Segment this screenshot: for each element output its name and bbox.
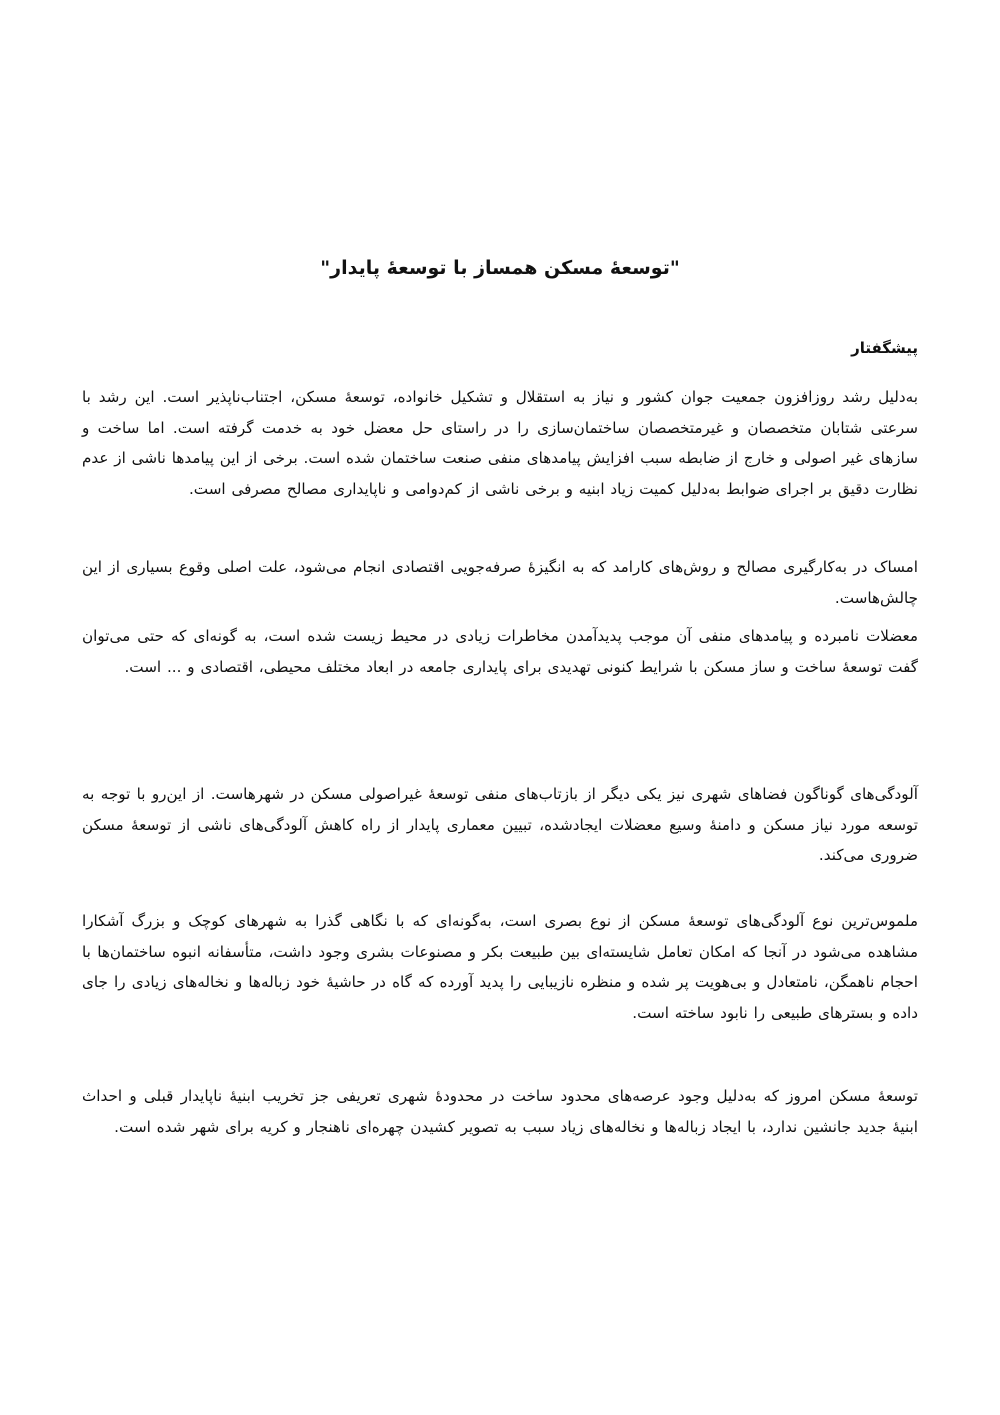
paragraph: آلودگی‌های گوناگون فضاهای شهری نیز یکی دیگر از بازتاب‌های منفی توسعۀ غیراصولی مسکن در شهرهاست. از این‌رو با توجه به توسعه مورد نیاز مسکن و دامنۀ وسیع معضلات ایجادشده، تبیین معماری پایدار از راه کاهش آلودگی‌های ناشی از توسعۀ مسکن ضروری می‌کند. xyxy=(82,785,918,864)
section-heading-preface: پیشگفتار xyxy=(851,339,918,357)
paragraph: ملموس‌ترین نوع آلودگی‌های توسعۀ مسکن از نوع بصری است، به‌گونه‌ای که با نگاهی گذرا به شهرهای کوچک و بزرگ آشکارا مشاهده می‌شود در آنجا که امکان تعامل شایسته‌ای بین طبیعت بکر و مصنوعات بشری وجود داشت، متأسفانه انبوه ساختمان‌ها با احجام ناهمگن، نامتعادل و بی‌هویت پر شده و منظره نازیبایی را پدید آورده که گاه در حاشیۀ خود زباله‌ها و نخاله‌های زیادی را جای داده و بسترهای طبیعی را نابود ساخته است. xyxy=(82,912,918,1022)
paragraph: امساک در به‌کارگیری مصالح و روش‌های کارامد که به انگیزۀ صرفه‌جویی اقتصادی انجام می‌شود، علت اصلی وقوع بسیاری از این چالش‌هاست. xyxy=(82,558,918,607)
paragraph: به‌دلیل رشد روزافزون جمعیت جوان کشور و نیاز به استقلال و تشکیل خانواده، توسعۀ مسکن، اجتناب‌ناپذیر است. این رشد با سرعتی شتابان متخصصان و غیرمتخصصان ساختمان‌سازی را در راستای حل معضل خود به خدمت گرفته است. اما ساخت و سازهای غیر اصولی و خارج از ضابطه سبب افزایش پیامدهای منفی صنعت ساختمان شده است. برخی از این پیامدها ناشی از عدم نظارت دقیق بر اجرای ضوابط به‌دلیل کمیت زیاد ابنیه و برخی ناشی از کم‌دوامی و ناپایداری مصالح مصرفی است. xyxy=(82,388,918,498)
paragraph: معضلات نامبرده و پیامدهای منفی آن موجب پدیدآمدن مخاطرات زیادی در محیط زیست شده است، به گونه‌ای که حتی می‌توان گفت توسعۀ ساخت و ساز مسکن با شرایط کنونی تهدیدی برای پایداری جامعه در ابعاد مختلف محیطی، اقتصادی و ... است. xyxy=(82,627,918,676)
paragraph: توسعۀ مسکن امروز که به‌دلیل وجود عرصه‌های محدود ساخت در محدودۀ شهری تعریفی جز تخریب ابنیۀ ناپایدار قبلی و احداث ابنیۀ جدید جانشین ندارد، با ایجاد زباله‌ها و نخاله‌های زیاد سبب به تصویر کشیدن چهره‌ای ناهنجار و کریه برای شهر شده است. xyxy=(82,1087,918,1136)
document-title: "توسعۀ مسکن همساز با توسعۀ پایدار" xyxy=(320,257,680,279)
